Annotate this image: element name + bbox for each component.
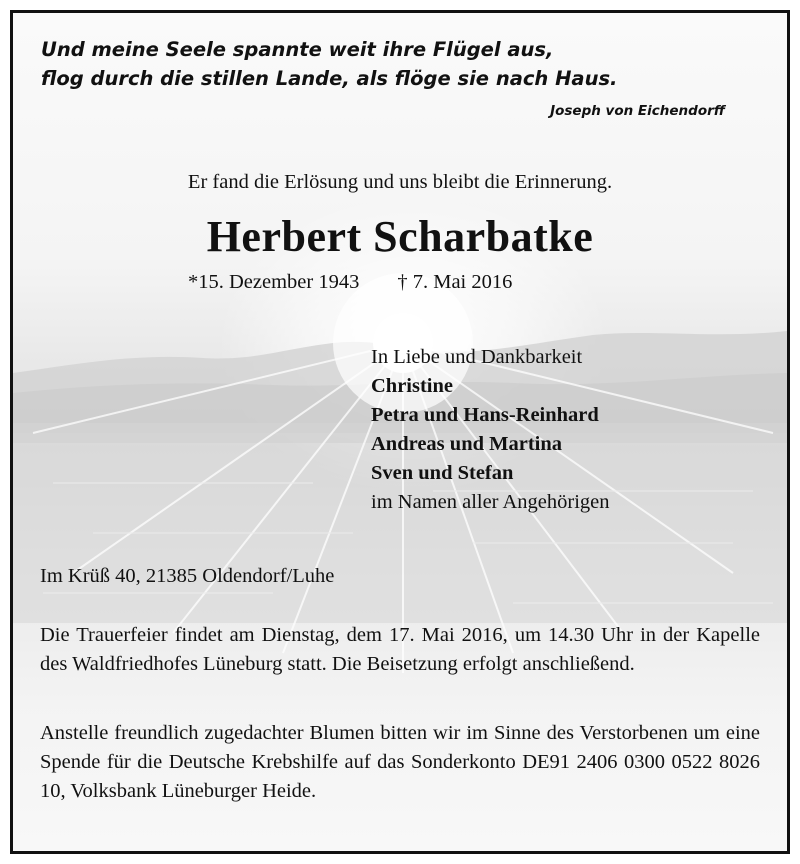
- birth-date: *15. Dezember 1943: [188, 271, 360, 293]
- family-closing: im Namen aller Angehörigen: [371, 491, 610, 513]
- quote-line-1: Und meine Seele spannte weit ihre Flügel aus,: [41, 38, 554, 61]
- family-member: Andreas und Martina: [371, 433, 562, 455]
- family-signature: [371, 343, 610, 517]
- obituary-notice: [10, 10, 790, 854]
- family-member: Sven und Stefan: [371, 462, 514, 484]
- epigraph-quote: [41, 35, 751, 93]
- quote-author: Joseph von Eichendorff: [550, 103, 725, 119]
- intro-line: Er fand die Erlösung und uns bleibt die Erinnerung.: [187, 171, 613, 193]
- life-dates: [188, 271, 512, 294]
- death-date: † 7. Mai 2016: [397, 271, 513, 293]
- funeral-details: Die Trauerfeier findet am Dienstag, dem 17. Mai 2016, um 14.30 Uhr in der Kapelle des Waldfriedhofes Lüneburg statt. Die Beisetzung erfolgt anschließend.: [40, 624, 760, 675]
- quote-line-2: flog durch die stillen Lande, als flöge sie nach Haus.: [41, 67, 618, 90]
- family-member: Petra und Hans-Reinhard: [371, 404, 599, 426]
- donation-request: Anstelle freundlich zugedachter Blumen bitten wir im Sinne des Verstorbenen um eine Spende für die Deutsche Krebshilfe auf das Sonderkonto DE91 2406 0300 0522 8026 10, Volksbank Lüneburger Heide.: [40, 722, 760, 802]
- family-address: Im Krüß 40, 21385 Oldendorf/Luhe: [40, 565, 335, 587]
- family-member: Christine: [371, 375, 453, 397]
- deceased-name: Herbert Scharbatke: [206, 212, 594, 261]
- family-preface: In Liebe und Dankbarkeit: [371, 346, 583, 368]
